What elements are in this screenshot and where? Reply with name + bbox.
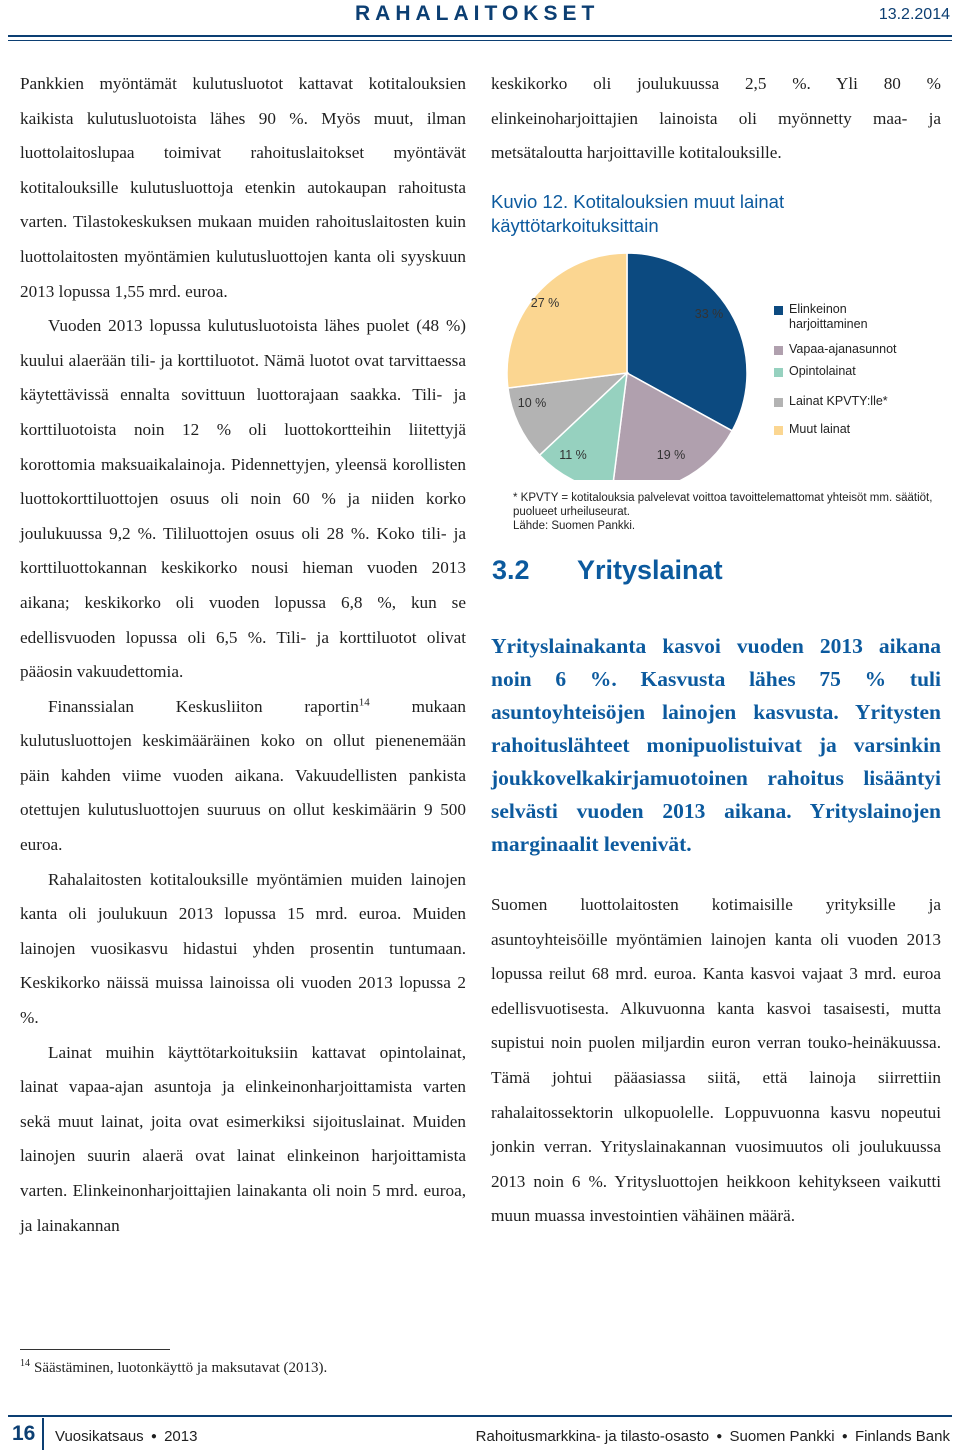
page-number: 16 bbox=[12, 1422, 36, 1445]
right-column-top bbox=[491, 67, 941, 171]
footer-bank-fi: Suomen Pankki bbox=[729, 1428, 835, 1445]
body-text: mukaan kulutusluottojen keskimääräinen koko on ollut pienenemään päin kahden viime vuoden aikana. Vakuudellisten pankista otettujen kulutusluottojen suuruus on ollut keskimäärin 9 500 euroa. bbox=[20, 696, 466, 855]
body-paragraph: Lainat muihin käyttötarkoituksiin kattavat opintolainat, lainat vapaa-ajan asuntoja ja elinkeinonharjoittamista varten sekä muut lainat, joita ovat esimerkiksi sijoituslainat. Muiden lainojen suurin alaerä ovat lainat elinkeinon harjoittamista varten. Elinkeinonharjoittajien lainakanta oli noin 5 mrd. euroa, ja lainakannan bbox=[20, 1042, 466, 1235]
left-column bbox=[20, 67, 466, 1243]
footnote bbox=[20, 1358, 327, 1377]
body-paragraph bbox=[20, 690, 466, 863]
pie-data-label: 19 % bbox=[656, 448, 686, 462]
footer-department: Rahoitusmarkkina- ja tilasto-osasto bbox=[475, 1428, 710, 1445]
publication-date: 13.2.2014 bbox=[878, 6, 950, 23]
section-number: 3.2 bbox=[492, 555, 530, 585]
pie-data-label: 27 % bbox=[530, 296, 560, 310]
pie-data-label: 33 % bbox=[694, 307, 724, 321]
body-paragraph: keskikorko oli joulukuussa 2,5 %. Yli 80 % elinkeinoharjoittajien lainoista oli myönnetty maa- ja metsätaloutta harjoittaville kotitalouksille. bbox=[491, 74, 941, 163]
section-heading bbox=[492, 555, 723, 586]
header-rule-thin bbox=[8, 40, 952, 41]
footer-organization bbox=[476, 1428, 950, 1445]
figure-notes bbox=[513, 491, 953, 533]
body-paragraph: Rahalaitosten kotitalouksille myöntämien muiden lainojen kanta oli joulukuun 2013 lopussa 15 mrd. euroa. Muiden lainojen vuosikasvu hidastui yhden prosentin tuntumaan. Keskikorko näissä muissa lainoissa oli vuoden 2013 lopussa 2 %. bbox=[20, 869, 466, 1028]
legend-swatch bbox=[774, 346, 783, 355]
footnote-reference[interactable]: 14 bbox=[358, 695, 370, 708]
footer-bank-sv: Finlands Bank bbox=[854, 1428, 950, 1445]
figure-footnote: * KPVTY = kotitalouksia palvelevat voittoa tavoittelemattomat yhteisöt mm. säätiöt, puolueet urheiluseurat. bbox=[513, 492, 933, 518]
header-rule bbox=[8, 35, 952, 37]
body-text: Finanssialan Keskusliiton raportin bbox=[48, 696, 359, 716]
footnote-number: 14 bbox=[20, 1358, 30, 1369]
body-paragraph: Vuoden 2013 lopussa kulutusluotoista lähes puolet (48 %) kuului alaerään tili- ja korttiluotot. Nämä luotot ovat tarvittaessa käytettävissä ennalta sovittuun luottorajaan saakka. Tili- ja korttiluotoista noin 12 % oli luottokortteihin liitettyjä korottomia maksuaikalainoja. Pidennettyjen, yleensä korollisten luottokorttiluottojen osuus oli noin 60 % ja niiden korko joulukuussa 9,2 %. Tililuottojen osuus oli 28 %. Koko tili- ja korttiluottokannan keskikorko nousi hieman vuoden 2013 aikana; keskikorko oli vuoden lopussa 6,8 %, kun se edellisvuoden lopussa oli 6,5 %. Tili- ja korttiluotot olivat pääosin vakuudettomia. bbox=[20, 316, 466, 682]
footnote-rule bbox=[20, 1349, 170, 1350]
legend-swatch bbox=[774, 368, 783, 377]
bullet-icon: ● bbox=[150, 1431, 157, 1442]
section-header-title: RAHALAITOKSET bbox=[355, 2, 600, 25]
legend-swatch bbox=[774, 306, 783, 315]
legend-label: Vapaa-ajanasunnot bbox=[789, 342, 897, 356]
legend-label: Opintolainat bbox=[789, 364, 856, 378]
figure-source: Lähde: Suomen Pankki. bbox=[513, 520, 636, 532]
legend-label: Muut lainat bbox=[789, 422, 851, 436]
footer-divider bbox=[42, 1418, 44, 1450]
footer-year: 2013 bbox=[164, 1428, 198, 1445]
pie-data-label: 10 % bbox=[517, 396, 547, 410]
footer-publication-name: Vuosikatsaus bbox=[55, 1428, 144, 1445]
figure-title: Kuvio 12. Kotitalouksien muut lainat käyttötarkoituksittain bbox=[491, 191, 785, 236]
footer-publication bbox=[55, 1428, 197, 1445]
legend-swatch bbox=[774, 398, 783, 407]
legend-swatch bbox=[774, 426, 783, 435]
legend-label: Elinkeinon harjoittaminen bbox=[789, 302, 868, 331]
pie-chart bbox=[491, 250, 761, 480]
pie-data-label: 11 % bbox=[559, 448, 587, 462]
bullet-icon: ● bbox=[841, 1431, 848, 1442]
section-title: Yrityslainat bbox=[577, 555, 723, 585]
right-column-body bbox=[491, 888, 941, 1234]
legend-label: Lainat KPVTY:lle* bbox=[789, 394, 888, 408]
lead-paragraph: Yrityslainakanta kasvoi vuoden 2013 aikana noin 6 %. Kasvusta lähes 75 % tuli asuntoyhteisöjen lainojen kasvusta. Yritysten rahoituslähteet monipuolistuivat ja varsinkin joukkovelkakirjamuotoinen rahoitus lisääntyi selvästi vuoden 2013 aikana. Yrityslainojen marginaalit levenivät. bbox=[491, 634, 941, 856]
footnote-text: Säästäminen, luotonkäyttö ja maksutavat (2013). bbox=[34, 1360, 328, 1376]
body-paragraph: Pankkien myöntämät kulutusluotot kattavat kotitalouksien kaikista kulutusluotoista lähes 90 %. Myös muut, ilman luottolaitoslupaa toimivat rahoituslaitokset myöntävät kotitalouksille kulutusluottoja etenkin autokaupan rahoitusta varten. Tilastokeskuksen mukaan muiden rahoituslaitosten kuin luottolaitosten myöntämien kulutusluottojen kanta oli syyskuun 2013 lopussa 1,55 mrd. euroa. bbox=[20, 74, 466, 301]
footer-rule bbox=[8, 1415, 952, 1417]
body-paragraph: Suomen luottolaitosten kotimaisille yrityksille ja asuntoyhteisöille myöntämien lainojen kanta oli vuoden 2013 lopussa reilut 68 mrd. euroa. Kanta kasvoi vajaat 3 mrd. euroa edellisvuotisesta. Alkuvuonna kanta kasvoi tasaisesti, mutta supistui noin puolen miljardin euron verran touko-heinäkuussa. Tämä johtui pääasiassa siitä, että lainoja siirrettiin rahalaitossektorin ulkopuolelle. Loppuvuonna kasvu nopeutui jonkin verran. Yrityslainakannan vuosimuutos oli joulukuussa 2013 noin 6 %. Yritysluottojen heikkoon kehitykseen vaikutti muun muassa investointien vähäinen määrä. bbox=[491, 895, 941, 1226]
bullet-icon: ● bbox=[716, 1431, 723, 1442]
pie-slice bbox=[507, 253, 627, 388]
